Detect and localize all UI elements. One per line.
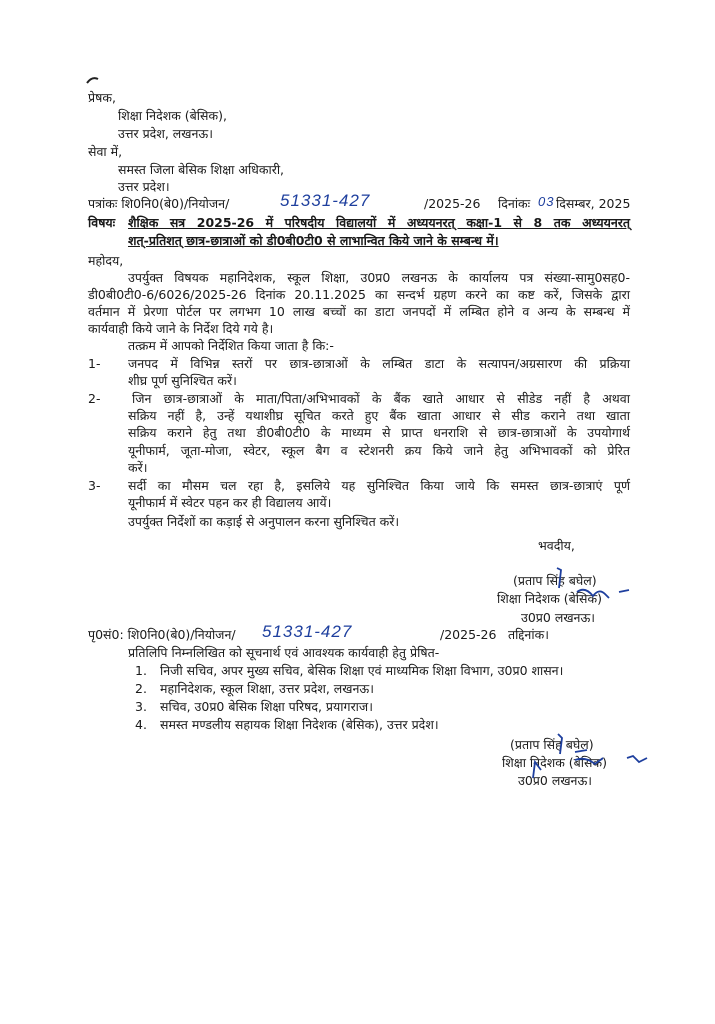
ref-year: /2025-26 <box>424 196 481 211</box>
date-text: दिसम्बर, 2025 <box>556 196 631 211</box>
para-line: वर्तमान में प्रेरणा पोर्टल पर लगभग 10 लाख बच्चों का डाटा जनपदों में लम्बित होने व अन्य के सम्बन्ध में <box>88 304 630 319</box>
recipient-number: 3. <box>135 699 147 714</box>
subject-line: शत्-प्रतिशत् छात्र-छात्राओं को डी0बी0टी0 से लाभान्वित किये जाने के सम्बन्ध में। <box>128 233 499 248</box>
to-line: समस्त जिला बेसिक शिक्षा अधिकारी, <box>118 162 285 177</box>
ref-handwritten-number: 51331-427 <box>280 191 371 210</box>
para-line: कार्यवाही किये जाने के निर्देश दिये गये है। <box>88 321 274 336</box>
date-handwritten: 03 <box>538 194 555 209</box>
recipient-text: महानिदेशक, स्कूल शिक्षा, उत्तर प्रदेश, लखनऊ। <box>160 681 374 696</box>
from-line: उत्तर प्रदेश, लखनऊ। <box>118 126 213 141</box>
copy-date: तद्दिनांक। <box>508 627 549 642</box>
salutation: महोदय, <box>88 253 124 268</box>
copy-signatory-designation: शिक्षा निदेशक (बेसिक) <box>502 755 607 770</box>
from-line: शिक्षा निदेशक (बेसिक), <box>118 108 227 123</box>
punch-mark-icon <box>86 76 100 84</box>
intro-line: तत्क्रम में आपको निर्देशित किया जाता है कि:- <box>128 338 334 353</box>
point-line: सक्रिय कराने हेतु तथा डी0बी0टी0 के माध्यम से प्राप्त धनराशि से छात्र-छात्राओं के उपयोगार्थ <box>128 425 630 440</box>
point-number: 1- <box>88 356 101 371</box>
point-line: जिन छात्र-छात्राओं के माता/पिता/अभिभावकों के बैंक खाते आधार से सीडेड नहीं है अथवा <box>132 391 630 406</box>
to-label: सेवा में, <box>88 144 123 159</box>
signatory-name: (प्रताप सिंह बघेल) <box>513 573 597 588</box>
point-number: 2- <box>88 391 101 406</box>
point-line: सक्रिय नहीं है, उन्हें यथाशीघ्र सूचित करते हुए बैंक खाता आधार से सीड कराने तथा खाता <box>128 408 630 423</box>
copy-ref-prefix: पृ0सं0: शि0नि0(बे0)/नियोजन/ <box>88 627 236 642</box>
yours-faithfully: भवदीय, <box>538 538 575 553</box>
point-line: शीघ्र पूर्ण सुनिश्चित करें। <box>128 373 237 388</box>
copy-ref-handwritten: 51331-427 <box>262 622 353 641</box>
point-line: सर्दी का मौसम चल रहा है, इसलिये यह सुनिश्चित किया जाये कि समस्त छात्र-छात्राएं पूर्ण <box>128 478 630 493</box>
point-line: जनपद में विभिन्न स्तरों पर छात्र-छात्राओं के लम्बित डाटा के सत्यापन/अग्रसारण की प्रक्रिया <box>128 356 630 371</box>
subject-line: शैक्षिक सत्र 2025-26 में परिषदीय विद्यालयों में अध्ययनरत् कक्षा-1 से 8 तक अध्ययनरत् <box>128 215 630 230</box>
point-number: 3- <box>88 478 101 493</box>
point-line: यूनीफार्म, जूता-मोजा, स्वेटर, स्कूल बैग व स्टेशनरी क्रय किये जाने हेतु अभिभावकों को प्रेरित <box>128 443 630 458</box>
signatory-designation: शिक्षा निदेशक (बेसिक) <box>497 591 602 606</box>
copy-signatory-place: उ0प्र0 लखनऊ। <box>518 773 593 788</box>
copy-signature-scribble-icon <box>515 730 655 785</box>
signatory-place: उ0प्र0 लखनऊ। <box>521 610 596 625</box>
ref-prefix: पत्रांकः शि0नि0(बे0)/नियोजन/ <box>88 196 230 211</box>
signature-scribble-icon <box>545 566 645 606</box>
recipient-text: समस्त मण्डलीय सहायक शिक्षा निदेशक (बेसिक), उत्तर प्रदेश। <box>160 717 439 732</box>
para-line: डी0बी0टी0-6/6026/2025-26 दिनांक 20.11.2025 का सन्दर्भ ग्रहण करने का कष्ट करें, जिसके द्वारा <box>88 287 630 302</box>
subject-label: विषयः <box>88 215 116 230</box>
copy-signatory-name: (प्रताप सिंह बघेल) <box>510 737 594 752</box>
recipient-text: सचिव, उ0प्र0 बेसिक शिक्षा परिषद, प्रयागराज। <box>160 699 373 714</box>
recipient-number: 2. <box>135 681 147 696</box>
from-label: प्रेषक, <box>88 90 116 105</box>
date-label: दिनांकः <box>498 196 531 211</box>
copy-intro: प्रतिलिपि निम्नलिखित को सूचनार्थ एवं आवश्यक कार्यवाही हेतु प्रेषित- <box>128 645 440 660</box>
copy-ref-year: /2025-26 <box>440 627 497 642</box>
recipient-number: 4. <box>135 717 147 732</box>
recipient-text: निजी सचिव, अपर मुख्य सचिव, बेसिक शिक्षा एवं माध्यमिक शिक्षा विभाग, उ0प्र0 शासन। <box>160 663 564 678</box>
closing-line: उपर्युक्त निर्देशों का कड़ाई से अनुपालन करना सुनिश्चित करें। <box>128 514 400 529</box>
to-line: उत्तर प्रदेश। <box>118 179 170 194</box>
recipient-number: 1. <box>135 663 147 678</box>
point-line: यूनीफार्म में स्वेटर पहन कर ही विद्यालय आयें। <box>128 495 332 510</box>
point-line: करें। <box>128 460 148 475</box>
para-line: उपर्युक्त विषयक महानिदेशक, स्कूल शिक्षा, उ0प्र0 लखनऊ के कार्यालय पत्र संख्या-सामु0सह0- <box>128 270 630 285</box>
